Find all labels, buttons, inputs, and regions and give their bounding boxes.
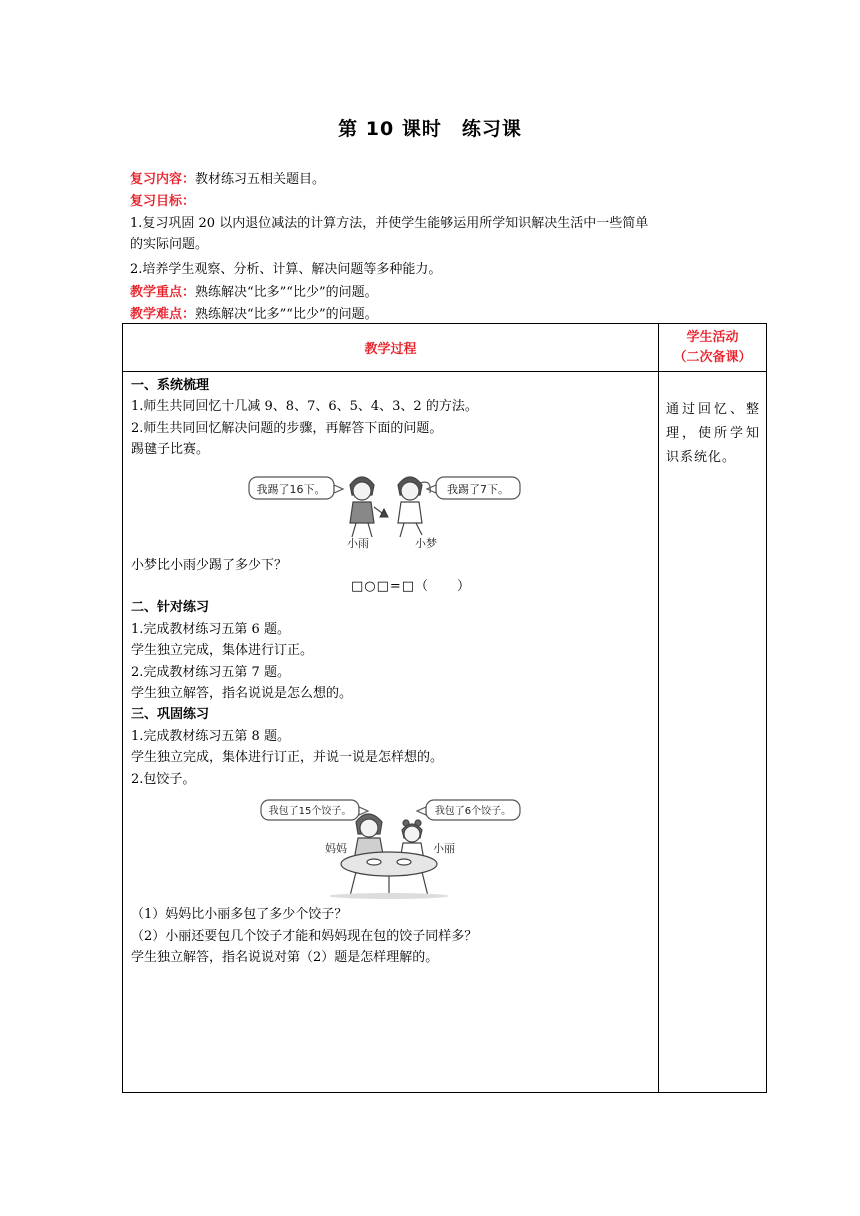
shuttlecock-figure	[246, 469, 536, 551]
dumpling-illustration	[246, 798, 536, 900]
section-3-line-4: 学生独立解答，指名说说对第（2）题是怎样理解的。	[131, 949, 439, 965]
key-point-label: 教学重点：	[130, 285, 196, 300]
section-2-line-2: 学生独立完成，集体进行订正。	[131, 643, 314, 659]
review-content-text: 教材练习五相关题目。	[195, 172, 326, 187]
goal-1-line-2: 的实际问题。	[130, 236, 209, 252]
round-table	[329, 852, 449, 899]
section-3-line-2: 学生独立完成，集体进行订正，并说一说是怎样想的。	[131, 750, 444, 766]
goal-2: 2.培养学生观察、分析、计算、解决问题等多种能力。	[130, 262, 442, 277]
section-2-title: 二、针对练习	[131, 600, 210, 616]
goal-1	[130, 214, 770, 255]
dumpling-figure	[246, 798, 536, 900]
name-right: 小梦	[415, 536, 437, 550]
review-content-line	[130, 170, 770, 191]
difficulty-text: 熟练解决“比多”“比少”的问题。	[195, 307, 378, 322]
section-3-line-1: 1.完成教材练习五第 8 题。	[131, 728, 290, 744]
xiaoli-bubble-text: 我包了6个饺子。	[434, 806, 512, 818]
shuttlecock-illustration	[246, 469, 536, 551]
key-point-text: 熟练解决“比多”“比少”的问题。	[195, 285, 378, 300]
difficulty-label: 教学难点：	[130, 307, 196, 322]
section-3-question-1: （1）妈妈比小丽多包了多少个饺子？	[131, 907, 348, 923]
key-point-line	[130, 283, 770, 304]
mom-bubble-text: 我包了15个饺子。	[268, 806, 352, 818]
answer-formula: □○□=□（ ）	[350, 579, 472, 595]
goal-1-line-1: 1.复习巩固 20 以内退位减法的计算方法，并使学生能够运用所学知识解决生活中一些简单	[130, 216, 649, 231]
goals-label: 复习目标：	[130, 194, 196, 209]
column-divider	[658, 324, 659, 1092]
section-1-question: 小梦比小雨少踢了多少下？	[131, 557, 288, 573]
lesson-table	[122, 323, 767, 1093]
review-content-label: 复习内容：	[130, 172, 196, 187]
girl-left-figure	[350, 477, 382, 537]
section-1-line-2: 2.师生共同回忆解决问题的步骤，再解答下面的问题。	[131, 420, 443, 436]
section-2-line-4: 学生独立解答，指名说说是怎么想的。	[131, 686, 353, 702]
left-bubble-tail	[334, 485, 343, 493]
section-2-line-1: 1.完成教材练习五第 6 题。	[131, 621, 290, 637]
header-process-label: 教学过程	[364, 342, 417, 357]
name-xiaoli: 小丽	[433, 842, 455, 856]
goals-label-line	[130, 192, 770, 213]
name-left: 小雨	[347, 536, 369, 550]
right-bubble-text: 我踢了7下。	[447, 482, 509, 496]
section-3-line-3: 2.包饺子。	[131, 771, 196, 787]
header-activity-line-1: 学生活动	[686, 329, 739, 345]
xiaoli-bubble-tail	[417, 807, 426, 815]
section-1-line-3: 踢毽子比赛。	[131, 442, 210, 458]
process-content	[131, 375, 651, 968]
header-divider	[123, 371, 766, 372]
girl-right-figure	[398, 477, 430, 537]
section-3-title: 三、巩固练习	[131, 707, 210, 723]
left-bubble-text: 我踢了16下。	[256, 482, 326, 496]
section-3-question-2: （2）小丽还要包几个饺子才能和妈妈现在包的饺子同样多？	[131, 928, 478, 944]
header-process	[123, 324, 658, 371]
header-activity	[659, 324, 766, 371]
activity-note: 通过回忆、整理，使所学知识系统化。	[666, 402, 760, 465]
section-1-title: 一、系统梳理	[131, 378, 210, 393]
page-title: 第 10 课时 练习课	[338, 118, 522, 140]
right-bubble-tail	[427, 485, 436, 493]
header-activity-line-2: （二次备课）	[673, 349, 752, 365]
name-mom: 妈妈	[325, 842, 347, 856]
section-1-line-1: 1.师生共同回忆十几减 9、8、7、6、5、4、3、2 的方法。	[131, 399, 478, 415]
section-2-line-3: 2.完成教材练习五第 7 题。	[131, 664, 290, 680]
